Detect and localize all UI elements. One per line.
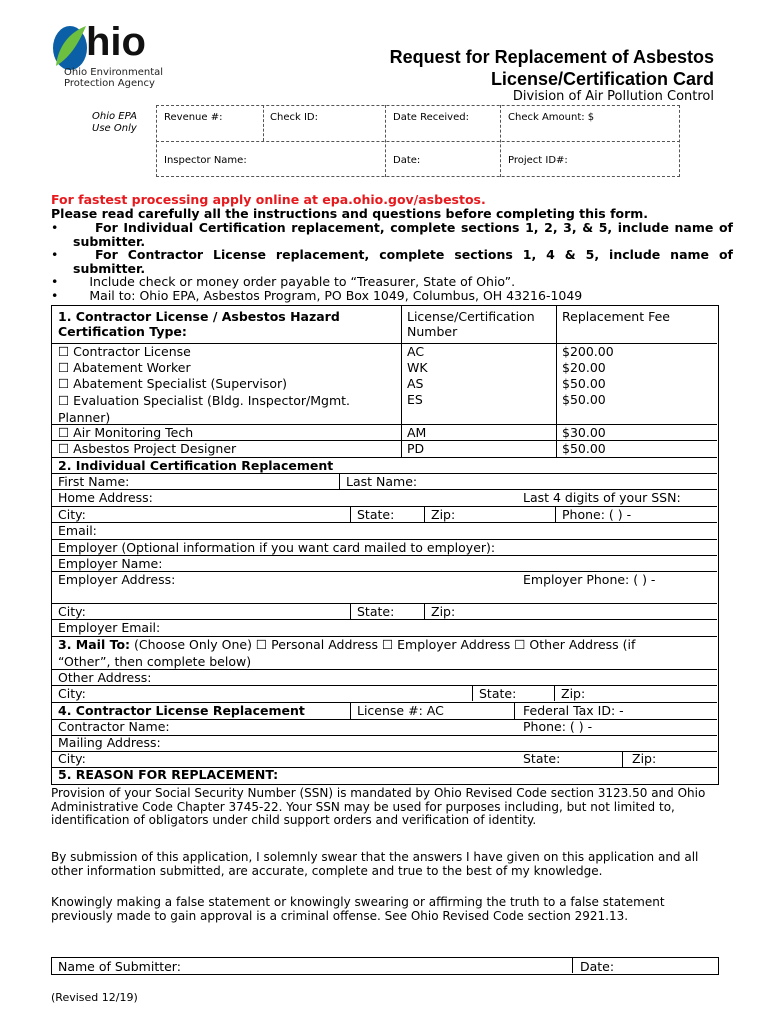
online-instruction: For fastest processing apply online at epa.ohio.gov/asbestos. (51, 192, 486, 207)
employer-state-field[interactable]: State: (357, 604, 395, 619)
division-name: Division of Air Pollution Control (512, 89, 714, 104)
type-evaluation-specialist[interactable]: ☐ Evaluation Specialist (Bldg. Inspector/Mgmt. Planner) (58, 393, 351, 425)
bullet-2: • For Contractor License replacement, complete sections 1, 4 & 5, include name of submitter. (51, 247, 733, 276)
date-received-field[interactable]: Date Received: (393, 112, 469, 123)
inspector-name-field[interactable]: Inspector Name: (164, 155, 247, 166)
section1-col-fee: Replacement Fee (562, 309, 670, 324)
contractor-city-field[interactable]: City: (58, 751, 86, 766)
project-id-field[interactable]: Project ID#: (508, 155, 568, 166)
revenue-field[interactable]: Revenue #: (164, 112, 223, 123)
last-name-field[interactable]: Last Name: (346, 474, 418, 489)
fee-abatement-specialist: $50.00 (562, 376, 606, 391)
code-contractor-license: AC (407, 344, 425, 359)
ssn-disclosure-paragraph: Provision of your Social Security Number (SSN) is mandated by Ohio Revised Code section 3123.50 and Ohio Administrative Code Chapter 3745-22. Your SSN may be used for purposes including, but not limited to, identification of obligators under child support orders and verification of identity. (51, 786, 706, 827)
code-abatement-specialist: AS (407, 376, 424, 391)
title-line2: License/Certification Card (490, 69, 714, 89)
license-number-field[interactable]: License #: AC (357, 703, 444, 718)
fee-contractor-license: $200.00 (562, 344, 614, 359)
false-statement-paragraph: Knowingly making a false statement or knowingly swearing or affirming the truth to a false statement previously made to gain approval is a criminal offense. See Ohio Revised Code section 2921.13. (51, 895, 665, 923)
type-contractor-license[interactable]: ☐ Contractor License (58, 344, 191, 359)
fee-air-monitoring: $30.00 (562, 425, 606, 440)
check-amount-field[interactable]: Check Amount: $ (508, 112, 595, 123)
page-title (294, 46, 714, 90)
mailing-address-field[interactable]: Mailing Address: (58, 735, 161, 750)
bullet-3: • Include check or money order payable to “Treasurer, State of Ohio”. (51, 274, 516, 289)
employer-name-field[interactable]: Employer Name: (58, 556, 163, 571)
epa-use-only-label: Ohio EPA Use Only (92, 111, 137, 134)
type-project-designer[interactable]: ☐ Asbestos Project Designer (58, 441, 237, 456)
section1-title: 1. Contractor License / Asbestos Hazard Certification Type: (58, 309, 340, 339)
ssn-field[interactable]: Last 4 digits of your SSN: (523, 490, 681, 505)
logo-wordmark: hio (86, 20, 146, 64)
ohio-epa-logo (50, 20, 170, 92)
employer-optional-label: Employer (Optional information if you want card mailed to employer): (58, 540, 496, 555)
other-address-field[interactable]: Other Address: (58, 670, 152, 685)
section3-mail-to[interactable]: 3. Mail To: (Choose Only One) ☐ Personal Address ☐ Employer Address ☐ Other Address (if (58, 637, 636, 652)
oath-paragraph: By submission of this application, I solemnly swear that the answers I have given on this application and all other information submitted, are accurate, complete and true to the best of my knowledge. (51, 850, 699, 878)
first-name-field[interactable]: First Name: (58, 474, 130, 489)
bullet-4: • Mail to: Ohio EPA, Asbestos Program, PO Box 1049, Columbus, OH 43216-1049 (51, 288, 583, 303)
zip-field[interactable]: Zip: (431, 507, 456, 522)
submitter-name-field[interactable]: Name of Submitter: (58, 959, 181, 974)
employer-zip-field[interactable]: Zip: (431, 604, 456, 619)
leaf-logo-icon (50, 22, 90, 72)
application-form (51, 305, 719, 785)
home-address-field[interactable]: Home Address: (58, 490, 153, 505)
city-field[interactable]: City: (58, 507, 86, 522)
employer-city-field[interactable]: City: (58, 604, 86, 619)
code-air-monitoring: AM (407, 425, 427, 440)
other-city-field[interactable]: City: (58, 686, 86, 701)
logo-org-line1: Ohio Environmental (64, 67, 164, 78)
signature-box (51, 957, 719, 975)
fee-evaluation-specialist: $50.00 (562, 392, 606, 407)
employer-address-field[interactable]: Employer Address: (58, 572, 176, 587)
submitter-date-field[interactable]: Date: (580, 959, 615, 974)
email-field[interactable]: Email: (58, 523, 97, 538)
revision-note: (Revised 12/19) (51, 991, 138, 1004)
section3-options-cont: “Other”, then complete below) (58, 654, 252, 669)
fee-project-designer: $50.00 (562, 441, 606, 456)
state-field[interactable]: State: (357, 507, 395, 522)
contractor-state-field[interactable]: State: (523, 751, 561, 766)
section2-title: 2. Individual Certification Replacement (58, 458, 334, 473)
section5-title: 5. REASON FOR REPLACEMENT: (58, 767, 279, 782)
read-instruction: Please read carefully all the instructions and questions before completing this form. (51, 206, 649, 221)
logo-org-line2: Protection Agency (64, 78, 155, 89)
type-abatement-worker[interactable]: ☐ Abatement Worker (58, 360, 191, 375)
contractor-name-field[interactable]: Contractor Name: (58, 719, 170, 734)
type-abatement-specialist[interactable]: ☐ Abatement Specialist (Supervisor) (58, 376, 288, 391)
epa-date-field[interactable]: Date: (393, 155, 421, 166)
code-project-designer: PD (407, 441, 425, 456)
contractor-zip-field[interactable]: Zip: (632, 751, 657, 766)
section4-title: 4. Contractor License Replacement (58, 703, 305, 718)
bullet-1: • For Individual Certification replacement, complete sections 1, 2, 3, & 5, include name of submitter. (51, 220, 733, 249)
section1-col-number: License/Certification Number (407, 309, 535, 339)
code-evaluation-specialist: ES (407, 392, 423, 407)
phone-field[interactable]: Phone: ( ) - (562, 507, 632, 522)
other-state-field[interactable]: State: (479, 686, 517, 701)
type-air-monitoring[interactable]: ☐ Air Monitoring Tech (58, 425, 194, 440)
code-abatement-worker: WK (407, 360, 428, 375)
fee-abatement-worker: $20.00 (562, 360, 606, 375)
check-id-field[interactable]: Check ID: (270, 112, 318, 123)
federal-tax-id-field[interactable]: Federal Tax ID: - (523, 703, 624, 718)
employer-phone-field[interactable]: Employer Phone: ( ) - (523, 572, 656, 587)
other-zip-field[interactable]: Zip: (561, 686, 586, 701)
contractor-phone-field[interactable]: Phone: ( ) - (523, 719, 593, 734)
title-line1: Request for Replacement of Asbestos (389, 47, 714, 67)
employer-email-field[interactable]: Employer Email: (58, 620, 161, 635)
section3-title: 3. Mail To: (58, 637, 131, 652)
